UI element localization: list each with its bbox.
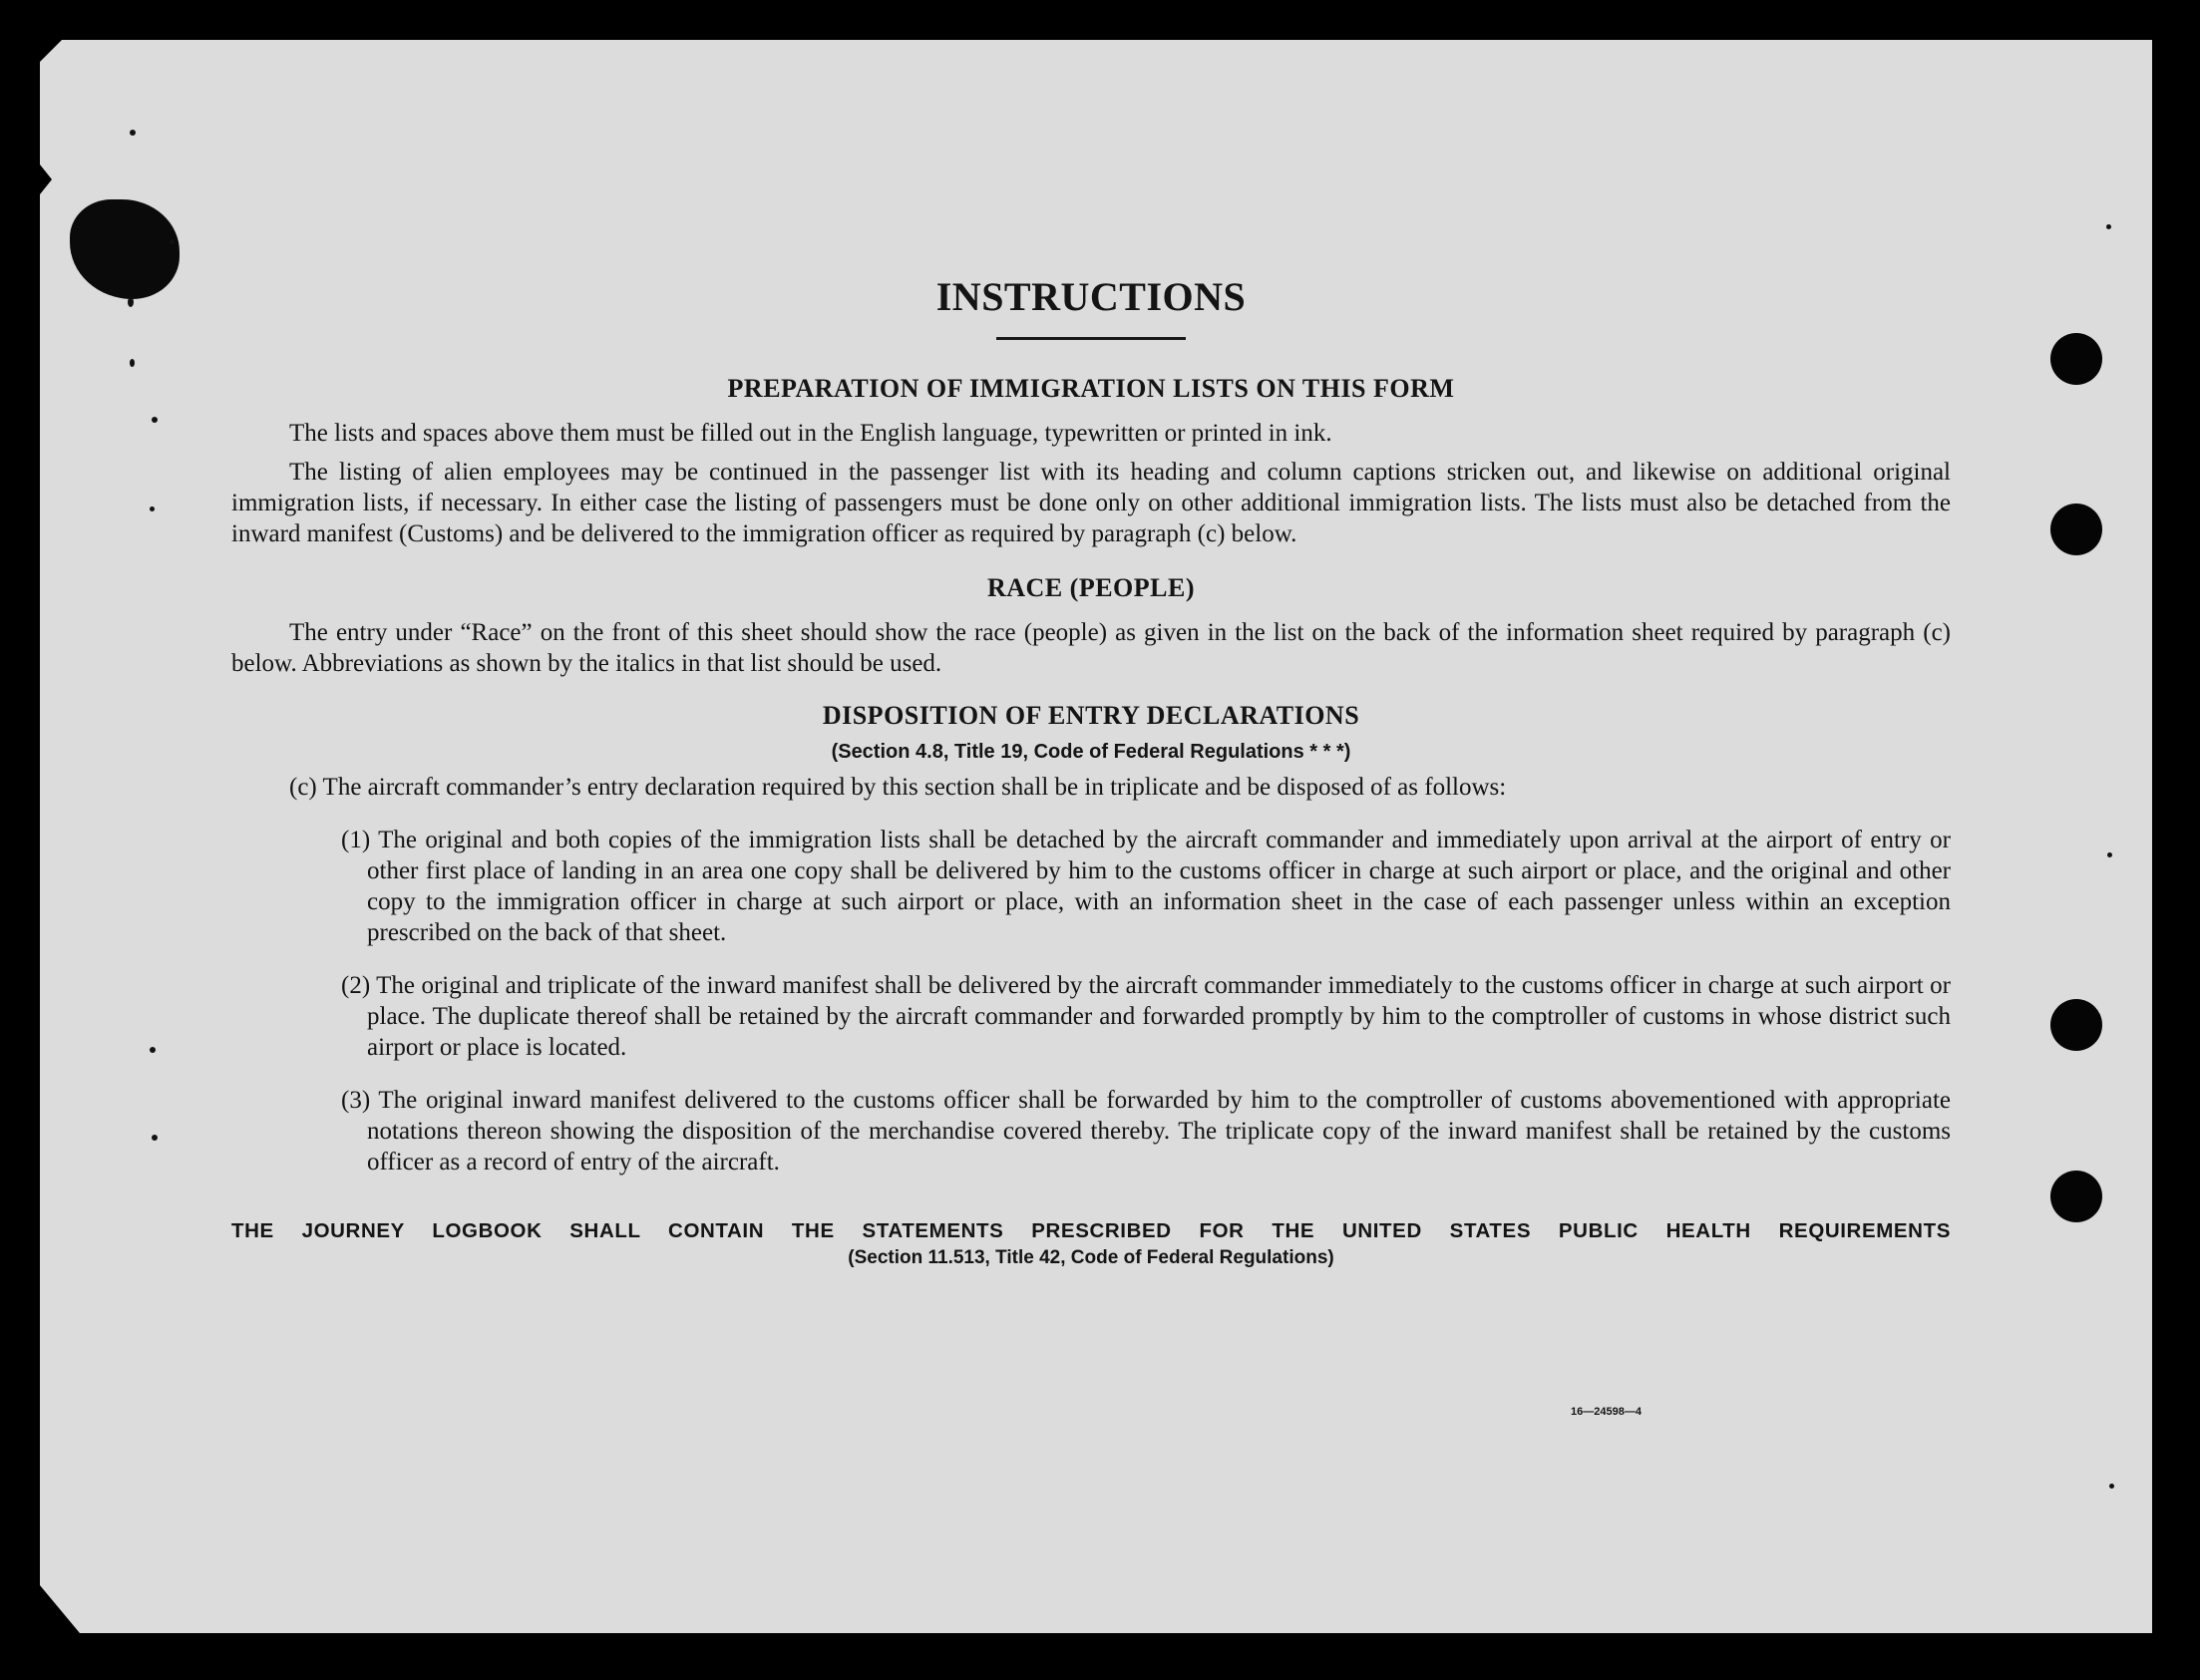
preparation-paragraph-1: The lists and spaces above them must be filled out in the English language, typewritten or printed in ink. — [289, 420, 1332, 447]
section-heading-preparation: PREPARATION OF IMMIGRATION LISTS ON THIS FORM — [727, 374, 1455, 403]
punch-hole — [2050, 504, 2102, 555]
title-underline — [996, 337, 1186, 340]
preparation-paragraph-2: The listing of alien employees may be continued in the passenger list with its heading and column captions stricken out, and likewise on additional original immigration lists, if necessary. In either case the listing of passengers must be done only on other additional immigration lists. The lists must also be detached from the inward manifest (Customs) and be delivered to the immigration officer as required by paragraph (c) below. — [231, 459, 1951, 547]
speck — [170, 239, 175, 244]
speck — [150, 506, 155, 511]
punch-hole — [2050, 333, 2102, 385]
disposition-item-3: (3) The original inward manifest delivered to the customs officer shall be forwarded by him to the comptroller of customs abovementioned with appropriate notations thereon showing the disposition of the merchandise covered thereby. The triplicate copy of the inward manifest shall be retained by the customs officer as a record of entry of the aircraft. — [341, 1087, 1951, 1176]
speck — [2107, 852, 2112, 857]
punch-hole — [2050, 1171, 2102, 1222]
speck — [2109, 1484, 2114, 1489]
speck — [2106, 224, 2111, 229]
ink-blot — [70, 199, 180, 299]
speck — [130, 130, 136, 136]
form-number: 16—24598—4 — [1571, 1406, 1642, 1418]
speck — [152, 417, 158, 423]
disposition-intro: (c) The aircraft commander’s entry declaration required by this section shall be in triplicate and be disposed of as follows: — [289, 774, 1507, 801]
disposition-citation: (Section 4.8, Title 19, Code of Federal Regulations * * *) — [831, 741, 1351, 763]
speck — [150, 1047, 156, 1053]
footer-health-requirements: THE JOURNEY LOGBOOK SHALL CONTAIN THE STATEMENTS PRESCRIBED FOR THE UNITED STATES PUBLIC HEALTH REQUIREMENTS — [231, 1219, 1951, 1242]
section-heading-disposition: DISPOSITION OF ENTRY DECLARATIONS — [822, 701, 1360, 730]
section-heading-race: RACE (PEOPLE) — [987, 573, 1195, 602]
page-title: INSTRUCTIONS — [935, 274, 1247, 319]
footer-citation: (Section 11.513, Title 42, Code of Federal Regulations) — [848, 1247, 1334, 1268]
speck — [128, 297, 134, 307]
speck — [152, 1135, 158, 1141]
speck — [130, 359, 135, 367]
instructions-body — [231, 269, 1951, 1269]
disposition-item-2: (2) The original and triplicate of the inward manifest shall be delivered by the aircraft commander immediately to the customs officer in charge at such airport or place. The duplicate thereof shall be retained by the aircraft commander and forwarded promptly by him to the comptroller of customs in whose district such airport or place is located. — [341, 972, 1951, 1061]
disposition-item-1: (1) The original and both copies of the immigration lists shall be detached by the aircraft commander and immediately upon arrival at the airport of entry or other first place of landing in an area one copy shall be delivered by him to the customs officer in charge at such airport or place, and the original and other copy to the immigration officer in charge at such airport or place, with an information sheet in the case of each passenger unless within an exception prescribed on the back of that sheet. — [341, 827, 1951, 946]
punch-hole — [2050, 999, 2102, 1051]
race-paragraph: The entry under “Race” on the front of this sheet should show the race (people) as given in the list on the back of the information sheet required by paragraph (c) below. Abbreviations as shown by the italics in that list should be used. — [231, 619, 1951, 677]
